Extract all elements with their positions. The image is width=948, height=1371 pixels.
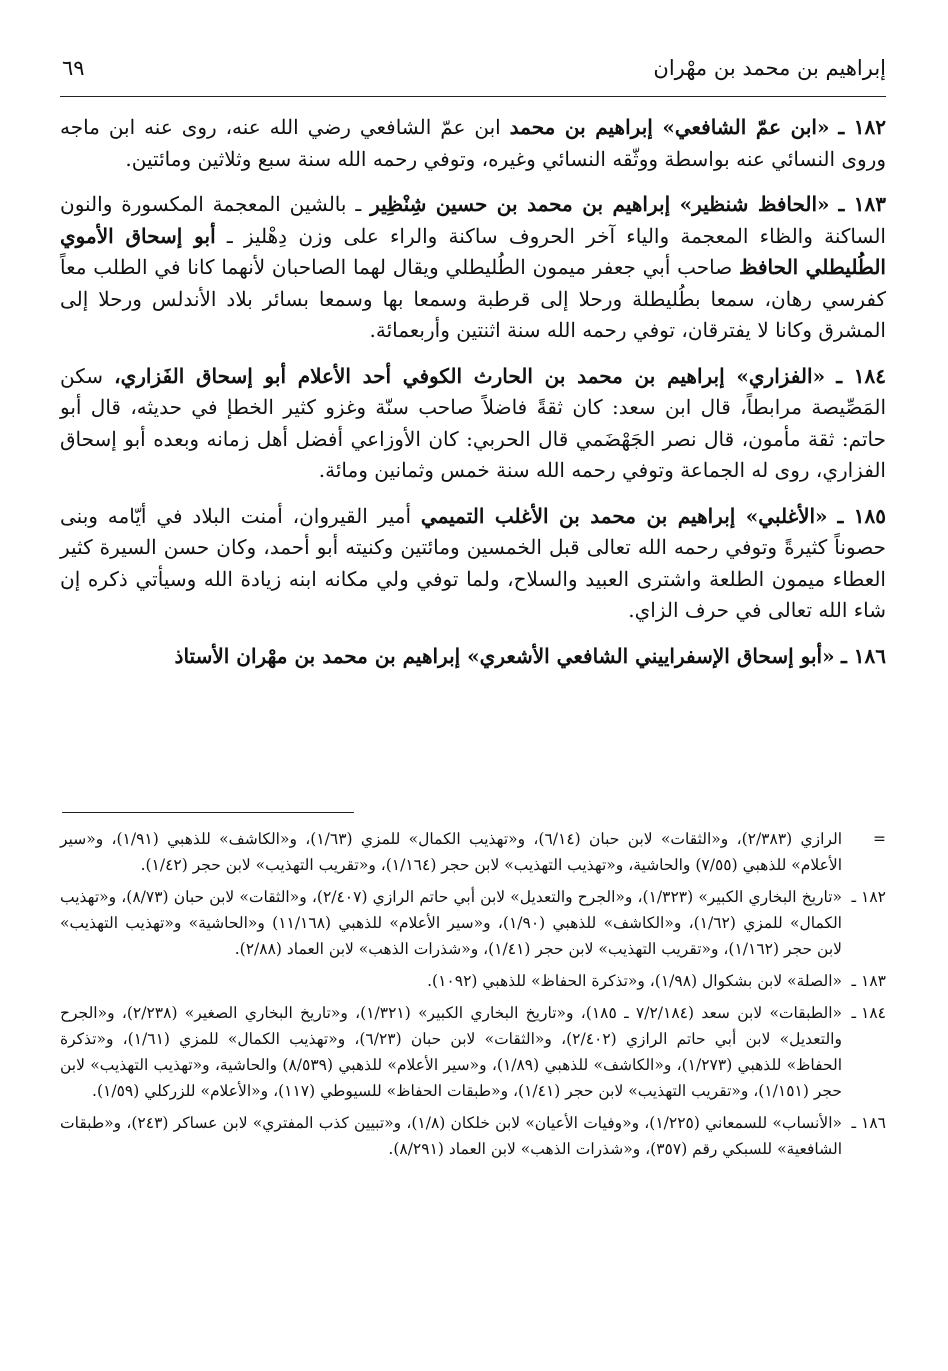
entry-body: سكن المَصِّيصة مرابطاً، قال ابن سعد: كان ثقةً فاضلاً صاحب سنّة وغزو كثير الخطإ في حديثه، قال أبو حاتم: ثقة مأمون، قال نصر الجَهْضَمي قال الحربي: كان الأوزاعي أفضل أهل زمانه وبعده أبو إسحاق الفزاري، روى له الجماعة وتوفي رحمه الله سنة خمس وثمانين ومائة. [60,363,886,482]
entry-heading: «أبو إسحاق الإسفراييني الشافعي الأشعري» إبراهيم بن محمد بن مهْران الأستاذ [174,643,835,668]
entry-heading: «الفزاري» إبراهيم بن محمد بن الحارث الكوفي أحد الأعلام أبو إسحاق الفَزاري، [114,363,826,388]
entry-186 [60,641,886,673]
entry-182 [60,112,886,175]
footnotes [60,826,886,1168]
entry-number: ١٨٦ ـ [840,643,886,668]
entry-body: ـ بالشين المعجمة المكسورة والنون الساكنة والظاء المعجمة والياء آخر الحروف ساكنة والراء على وزن دِهْليز ـ [60,192,886,248]
footnote-number: ١٨٤ ـ [851,1004,886,1022]
footnote-182 [60,884,886,962]
entry-heading: «ابن عمّ الشافعي» إبراهيم بن محمد [509,115,830,139]
running-title: إبراهيم بن محمد بن مهْران [653,56,886,80]
entry-body: صاحب أبي جعفر ميمون الطُليطلي ويقال لهما الصاحبان لأنهما كانا في الطلب معاً كفرسي رهان، سمعا بطُليطلة ورحلا إلى قرطبة وسمعا بها وسمعا بسائر بلاد الأندلس ورحلا إلى المشرق وكانا لا يفترقان، توفي رحمه الله سنة اثنتين وأربعمائة. [60,255,886,342]
entry-183 [60,189,886,347]
footnote-number: ١٨٢ ـ [851,888,886,906]
footnote-186 [60,1110,886,1162]
footnote-text: الرازي (٢/٣٨٣)، و«الثقات» لابن حبان (٦/١٤)، و«تهذيب الكمال» للمزي (١/٦٣)، و«الكاشف» للذهبي (١/٩١)، و«سير الأعلام» للذهبي (٧/٥٥) والحاشية، و«تهذيب التهذيب» لابن حجر (١/١٦٤)، و«تقريب التهذيب» لابن حجر (١/٤٢). [60,830,843,874]
footnote-text: «تاريخ البخاري الكبير» (١/٣٢٣)، و«الجرح والتعديل» لابن أبي حاتم الرازي (٢/٤٠٧)، و«الثقات» لابن حبان (٨/٧٣)، و«تهذيب الكمال» للمزي (١/٦٢)، و«الكاشف» للذهبي (١/٩٠)، و«سير الأعلام» للذهبي (١١/١٦٨) و«الحاشية» و«تهذيب التهذيب» لابن حجر (١/١٦٢)، و«تقريب التهذيب» لابن حجر (١/٤١)، و«شذرات الذهب» لابن العماد (٢/٨٨). [60,888,843,958]
entry-number: ١٨٣ ـ [838,192,887,216]
footnote-number: ١٨٣ ـ [851,972,886,990]
footnote-number: = [873,830,886,848]
footnote-text: «الطبقات» لابن سعد (٧/٢/١٨٤ ـ ١٨٥)، و«تاريخ البخاري الكبير» (١/٣٢١)، و«تاريخ البخاري الصغير» (٢/٢٣٨)، و«الجرح والتعديل» لابن أبي حاتم الرازي (٢/٤٠٢)، و«الثقات» لابن حبان (٦/٢٣)، و«تهذيب الكمال» للمزي (١/٦١)، و«تذكرة الحفاظ» للذهبي (١/٢٧٣)، و«الكاشف» للذهبي (١/٨٩)، و«سير الأعلام» للذهبي (٨/٥٣٩) والحاشية، و«تهذيب التهذيب» لابن حجر (١/١٥١)، و«تقريب التهذيب» لابن حجر (١/٤١)، و«طبقات الحفاظ» للسيوطي (١١٧)، و«الأعلام» للزركلي (١/٥٩). [60,1004,843,1100]
footnote-183 [60,968,886,994]
main-text [60,112,886,692]
entry-heading: «الحافظ شنظير» إبراهيم بن محمد بن حسين شِنْظِير [370,192,830,216]
entry-body: أمير القيروان، أمنت البلاد في أيّامه وبنى حصوناً كثيرةً وتوفي رحمه الله تعالى قبل الخمسين ومائتين وكنيته أبو أحمد، وكان حسن السيرة كثير العطاء ميمون الطلعة واشترى العبيد والسلاح، ولما توفي ولي مكانه ابنه زيادة الله وسيأتي ذكره إن شاء الله تعالى في حرف الزاي. [60,503,886,622]
entry-184 [60,361,886,487]
page-number: ٦٩ [62,56,85,80]
footnote-number: ١٨٦ ـ [851,1114,886,1132]
entry-body: ابن عمّ الشافعي رضي الله عنه، روى عنه ابن ماجه وروى النسائي عنه بواسطة ووثّقه النسائي وغيره، وتوفي رحمه الله سنة سبع وثلاثين ومائتين. [60,115,886,171]
entry-kunya: أبو إسحاق الأموي الطُليطلي الحافظ [60,223,886,279]
footnote-continued [60,826,886,878]
footnote-text: «الأنساب» للسمعاني (١/٢٢٥)، و«وفيات الأعيان» لابن خلكان (١/٨)، و«تبيين كذب المفتري» لابن عساكر (٢٤٣)، و«طبقات الشافعية» للسبكي رقم (٣٥٧)، و«شذرات الذهب» لابن العماد (٨/٢٩١). [60,1114,842,1158]
footnote-separator [62,812,354,813]
entry-185 [60,501,886,627]
page-header [60,52,886,97]
entry-number: ١٨٢ ـ [838,115,887,139]
entry-heading: «الأغلبي» إبراهيم بن محمد بن الأغلب التميمي [420,503,828,528]
footnote-text: «الصلة» لابن بشكوال (١/٩٨)، و«تذكرة الحفاظ» للذهبي (١٠٩٢). [427,972,842,990]
entry-number: ١٨٥ ـ [837,503,887,528]
entry-number: ١٨٤ ـ [836,363,887,388]
footnote-184 [60,1000,886,1104]
